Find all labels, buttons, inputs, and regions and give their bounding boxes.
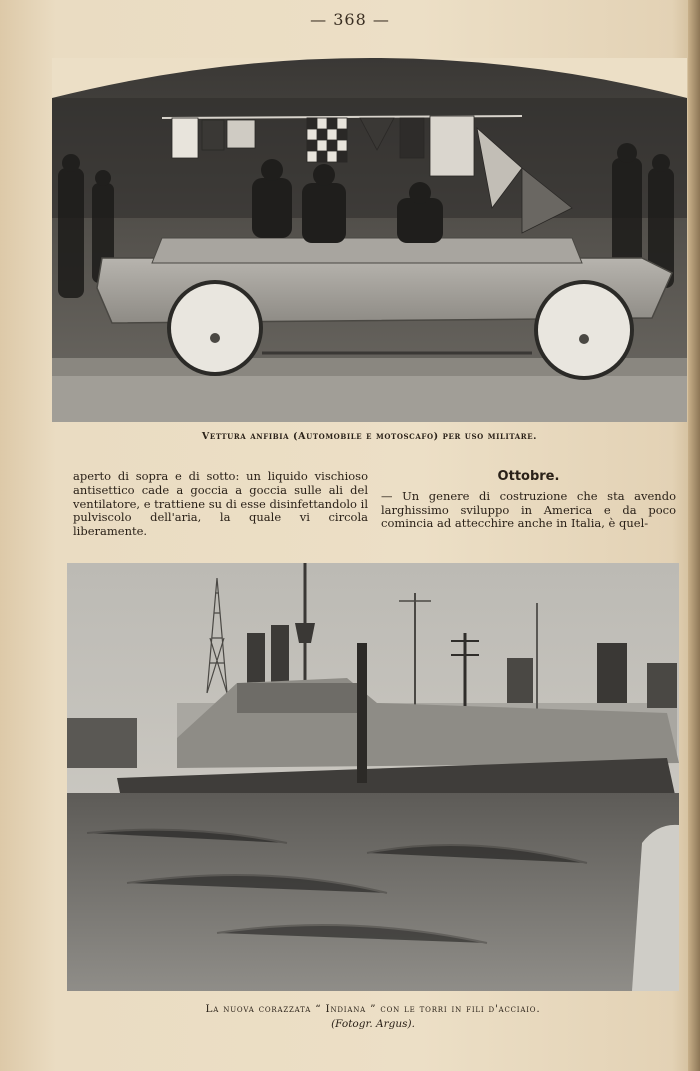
left-paragraph: aperto di sopra e di sotto: un liquido vischioso antisettico cade a goccia a goccia sulle ali del ventilatore, e trattiene su di esse disinfettandolo il pulviscolo dell'aria, la quale vi circola liberamente. [73, 469, 368, 539]
right-text-column [381, 470, 676, 531]
right-paragraph: — Un genere di costruzione che sta avendo larghissimo sviluppo in America e da poco comincia ad attecchire anche in Italia, è quel- [381, 488, 676, 531]
figure1-caption: Vettura anfibia (Automobile e motoscafo) per uso militare. [201, 431, 538, 442]
left-text-column [73, 470, 368, 539]
page-gutter [688, 0, 700, 1071]
amphibious-vehicle-photo [52, 58, 687, 422]
figure2-credit: (Fotogr. Argus). [331, 1018, 415, 1030]
figure2-caption: La nuova corazzata “ Indiana ” con le torri in fili d'acciaio. [205, 1003, 541, 1015]
section-heading: Ottobre. [497, 469, 560, 484]
battleship-indiana-photo [67, 563, 679, 991]
page-number: — 368 — [310, 10, 390, 29]
